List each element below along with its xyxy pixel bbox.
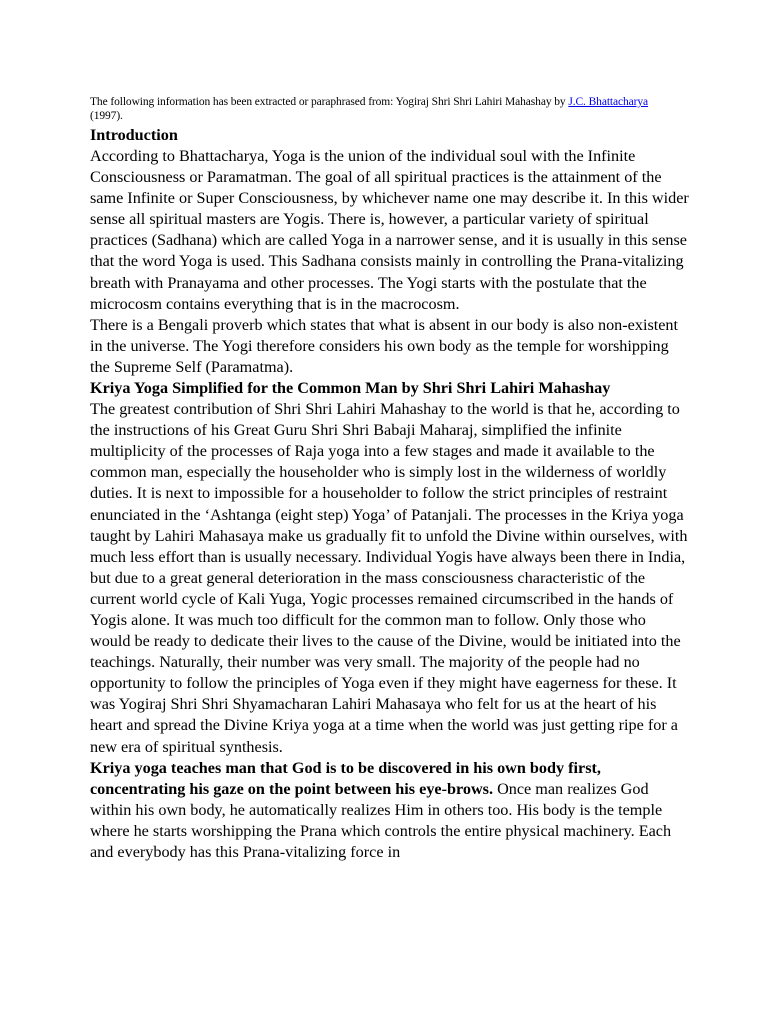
teaching-rest: Once man realizes God within his own body, he automatically realizes Him in others too. His body is the temple where he starts worshipping the Prana which controls the entire physical machinery. Each and everybody has this Prana-vitalizing force in [90,779,672,861]
author-link[interactable]: J.C. Bhattacharya [568,96,649,108]
bengali-proverb-paragraph: There is a Bengali proverb which states that what is absent in our body is also non-existent in the universe. The Yogi therefore considers his own body as the temple for worshipping the Supreme Self (Paramatma). [90,315,679,376]
teaching-paragraph [90,758,690,863]
document-page [90,95,690,863]
introduction-heading: Introduction [90,126,178,144]
source-suffix: (1997). [90,110,123,122]
introduction-paragraph: According to Bhattacharya, Yoga is the union of the individual soul with the Infinite Consciousness or Paramatman. The goal of all spiritual practices is the attainment of the same Infinite or Super Consciousness, by whichever name one may describe it. In this wider sense all spiritual masters are Yogis. There is, however, a particular variety of spiritual practices (Sadhana) which are called Yoga in a narrower sense, and it is usually in this sense that the word Yoga is used. This Sadhana consists mainly in controlling the Prana-vitalizing breath with Pranayama and other processes. The Yogi starts with the postulate that the microcosm contains everything that is in the macrocosm. [90,147,689,313]
teaching-bold-lead: Kriya yoga teaches man that God is to be discovered in his own body first, concentrating his gaze on the point between his eye-brows. [90,758,601,798]
kriya-yoga-paragraph: The greatest contribution of Shri Shri Lahiri Mahashay to the world is that he, according to the instructions of his Great Guru Shri Shri Babaji Maharaj, simplified the infinite multiplicity of the processes of Raja yoga into a few stages and made it available to the common man, especially the householder who is simply lost in the wilderness of worldly duties. It is next to impossible for a householder to follow the strict principles of restraint enunciated in the ‘Ashtanga (eight step) Yoga’ of Patanjali. The processes in the Kriya yoga taught by Lahiri Mahasaya make us gradually fit to unfold the Divine within ourselves, with much less effort than is usually necessary. Individual Yogis have always been there in India, but due to a great general deterioration in the mass consciousness characteristic of the current world cycle of Kali Yuga, Yogic processes remained circumscribed in the hands of Yogis alone. It was much too difficult for the common man to follow. Only those who would be ready to dedicate their lives to the cause of the Divine, would be initiated into the teachings. Naturally, their number was very small. The majority of the people had no opportunity to follow the principles of Yoga even if they might have eagerness for these. It was Yogiraj Shri Shri Shyamacharan Lahiri Mahasaya who felt for us at the heart of his heart and spread the Divine Kriya yoga at a time when the world was just getting ripe for a new era of spiritual synthesis. [90,400,688,756]
kriya-yoga-heading: Kriya Yoga Simplified for the Common Man by Shri Shri Lahiri Mahashay [90,379,611,398]
source-prefix: The following information has been extracted or paraphrased from: Yogiraj Shri Shri Lahiri Mahashay by [90,96,569,108]
source-citation [90,95,670,123]
